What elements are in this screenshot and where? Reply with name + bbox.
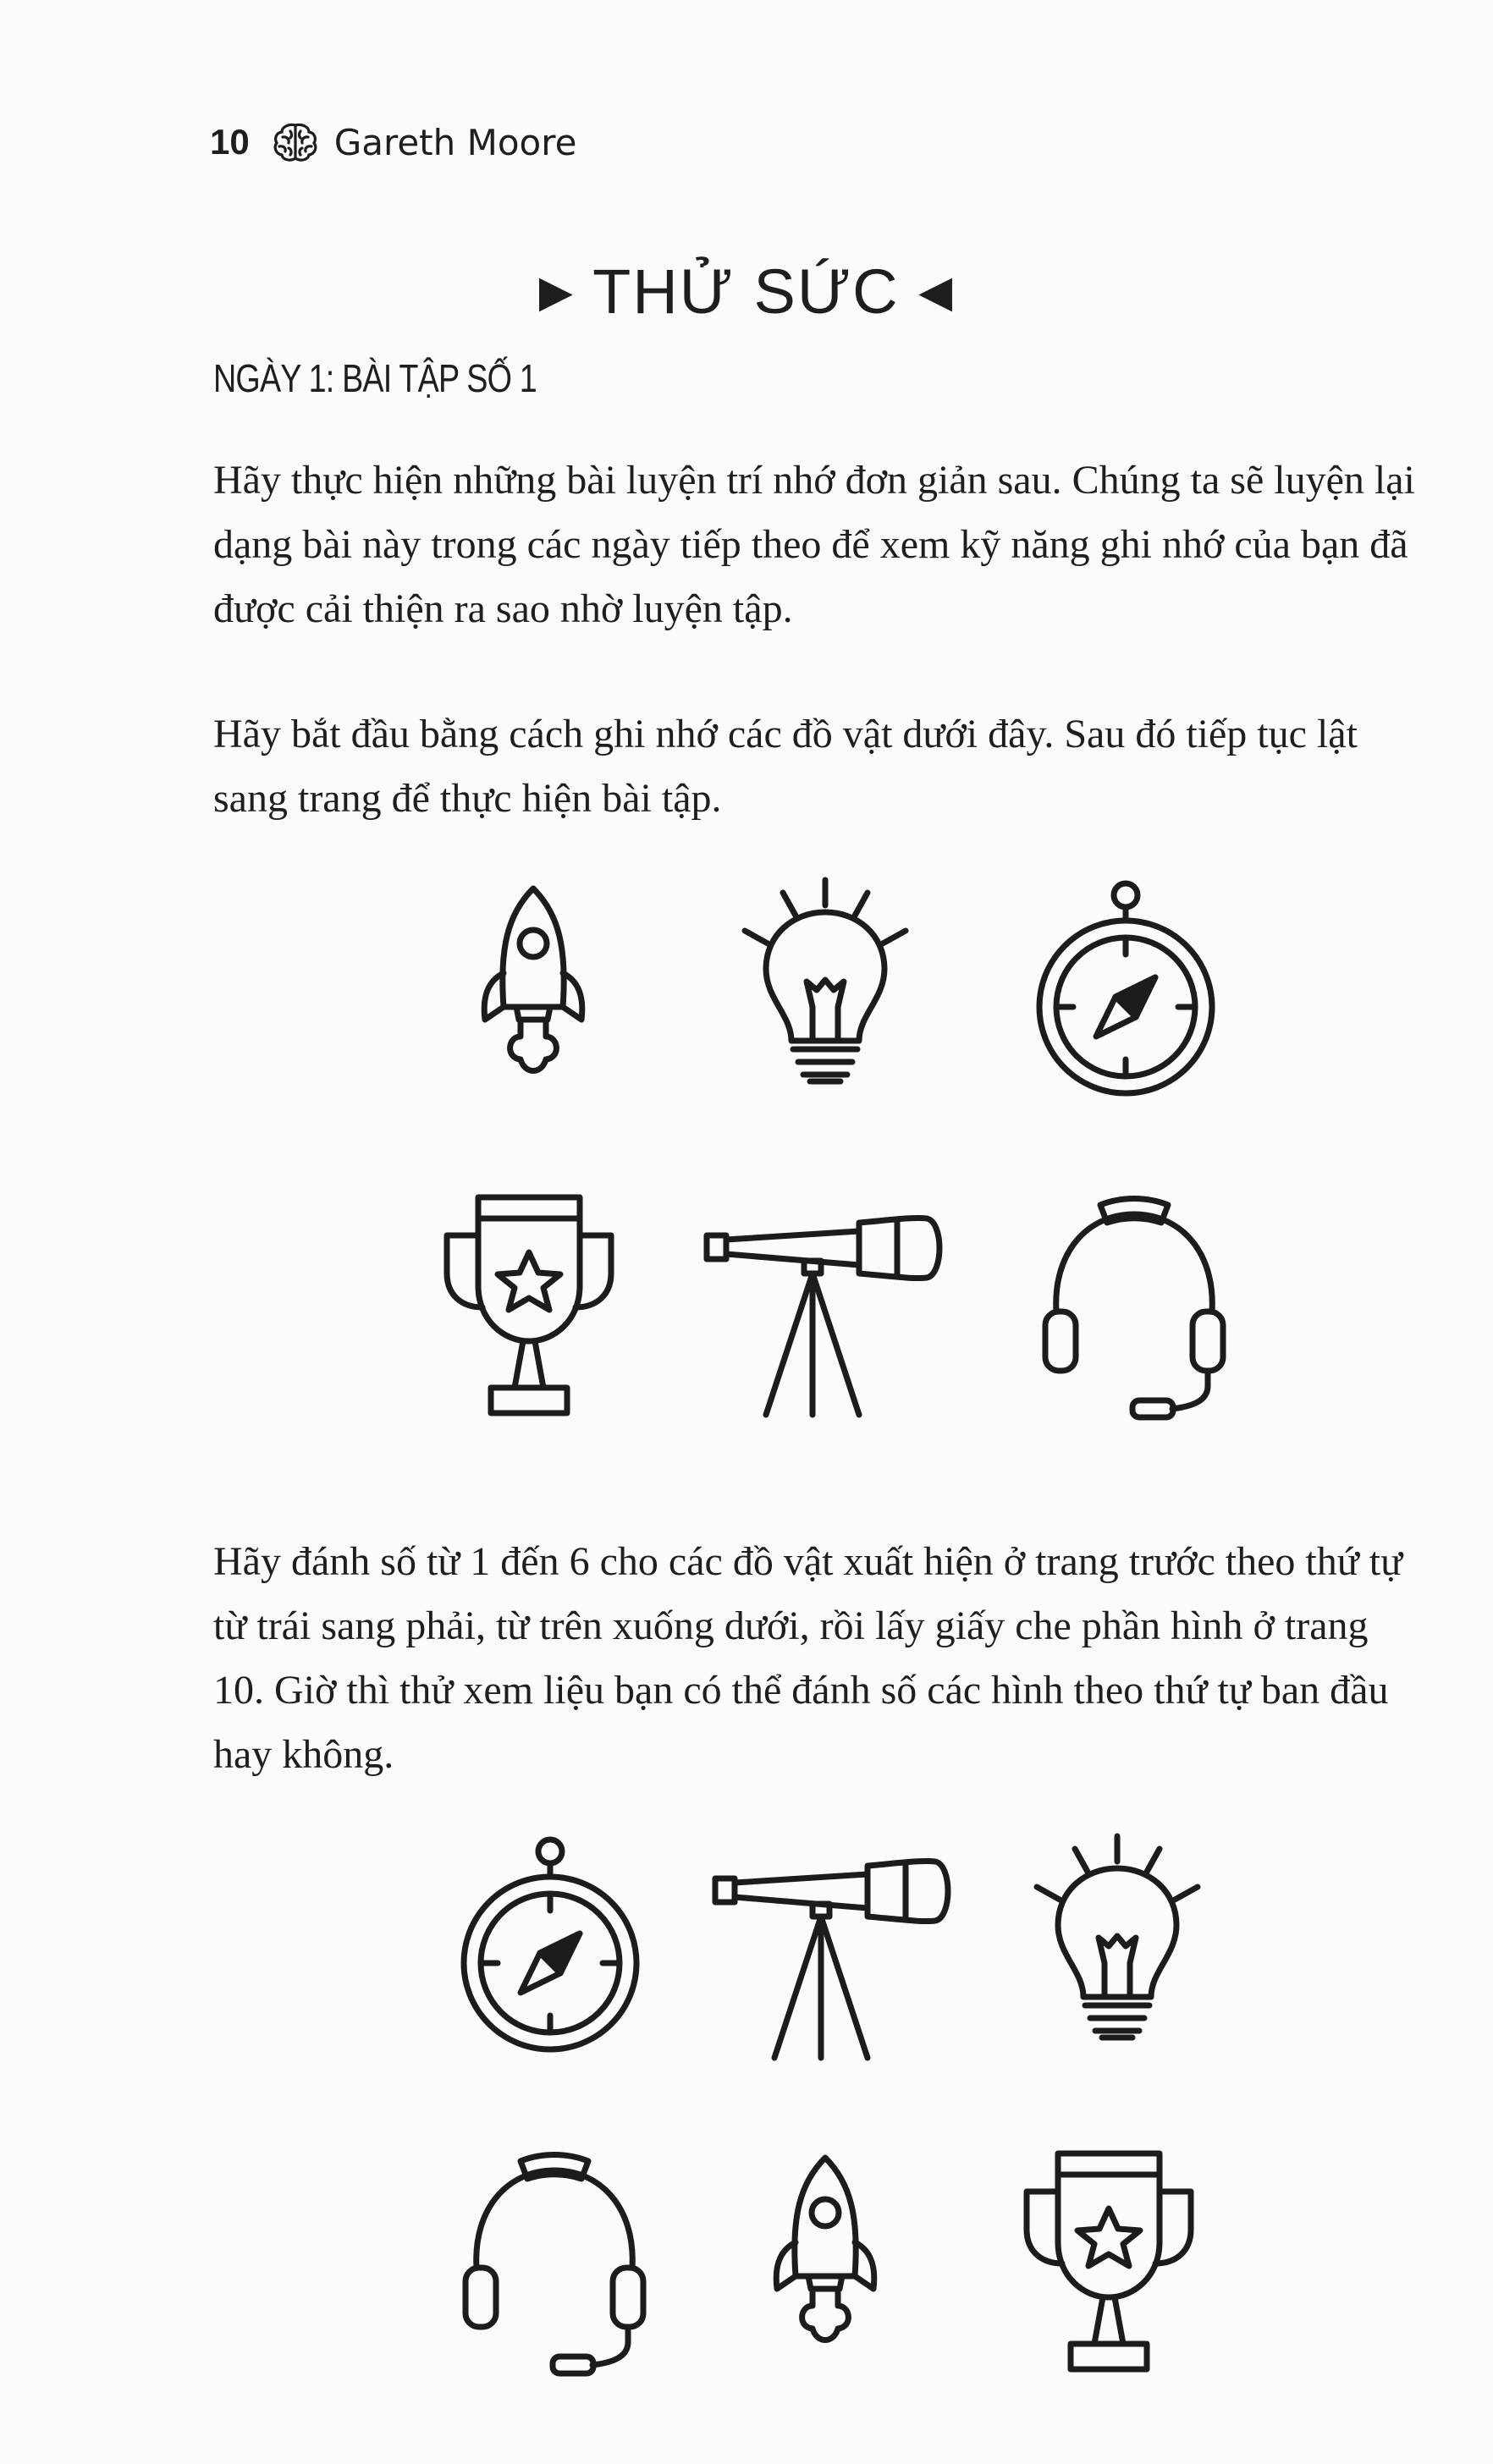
task-paragraph: Hãy đánh số từ 1 đến 6 cho các đồ vật xuất hiện ở trang trước theo thứ tự từ trái sang phải, từ trên xuống dưới, rồi lấy giấy che phần hình ở trang 10. Giờ thì thử xem liệu bạn có thể đánh số các hình theo thứ tự ban đầu hay không. [213, 1539, 1403, 1777]
lightbulb-icon [732, 880, 918, 1100]
intro-paragraph: Hãy thực hiện những bài luyện trí nhớ đơn giản sau. Chúng ta sẽ luyện lại dạng bài này trong các ngày tiếp theo để xem kỹ năng ghi nhớ của bạn đã được cải thiện ra sao nhờ luyện tập. [213, 458, 1415, 631]
compass-icon [1033, 880, 1219, 1100]
telescope-icon [702, 1193, 948, 1422]
page-number: 10 [210, 122, 250, 162]
headset-icon [461, 2149, 647, 2378]
instruction-paragraph: Hãy bắt đầu bằng cách ghi nhớ các đồ vật dưới đây. Sau đó tiếp tục lật sang trang để thực hiện bài tập. [213, 712, 1358, 821]
trophy-icon [1020, 2149, 1198, 2373]
exercise-title: NGÀY 1: BÀI TẬP SỐ 1 [213, 356, 537, 400]
headset-icon [1041, 1193, 1227, 1422]
page-header [210, 117, 576, 168]
telescope-icon [711, 1836, 956, 2065]
right-triangle-icon: ▶ [538, 267, 575, 316]
rocket-icon [745, 2149, 906, 2352]
section-title [0, 256, 1493, 327]
lightbulb-icon [1024, 1836, 1210, 2056]
brain-icon [272, 122, 319, 162]
section-title-text: THỬ SỨC [592, 256, 900, 327]
compass-icon [457, 1836, 643, 2056]
trophy-icon [440, 1193, 618, 1417]
left-triangle-icon: ◀ [918, 267, 955, 316]
author-name: Gareth Moore [333, 121, 577, 163]
rocket-icon [453, 880, 614, 1083]
